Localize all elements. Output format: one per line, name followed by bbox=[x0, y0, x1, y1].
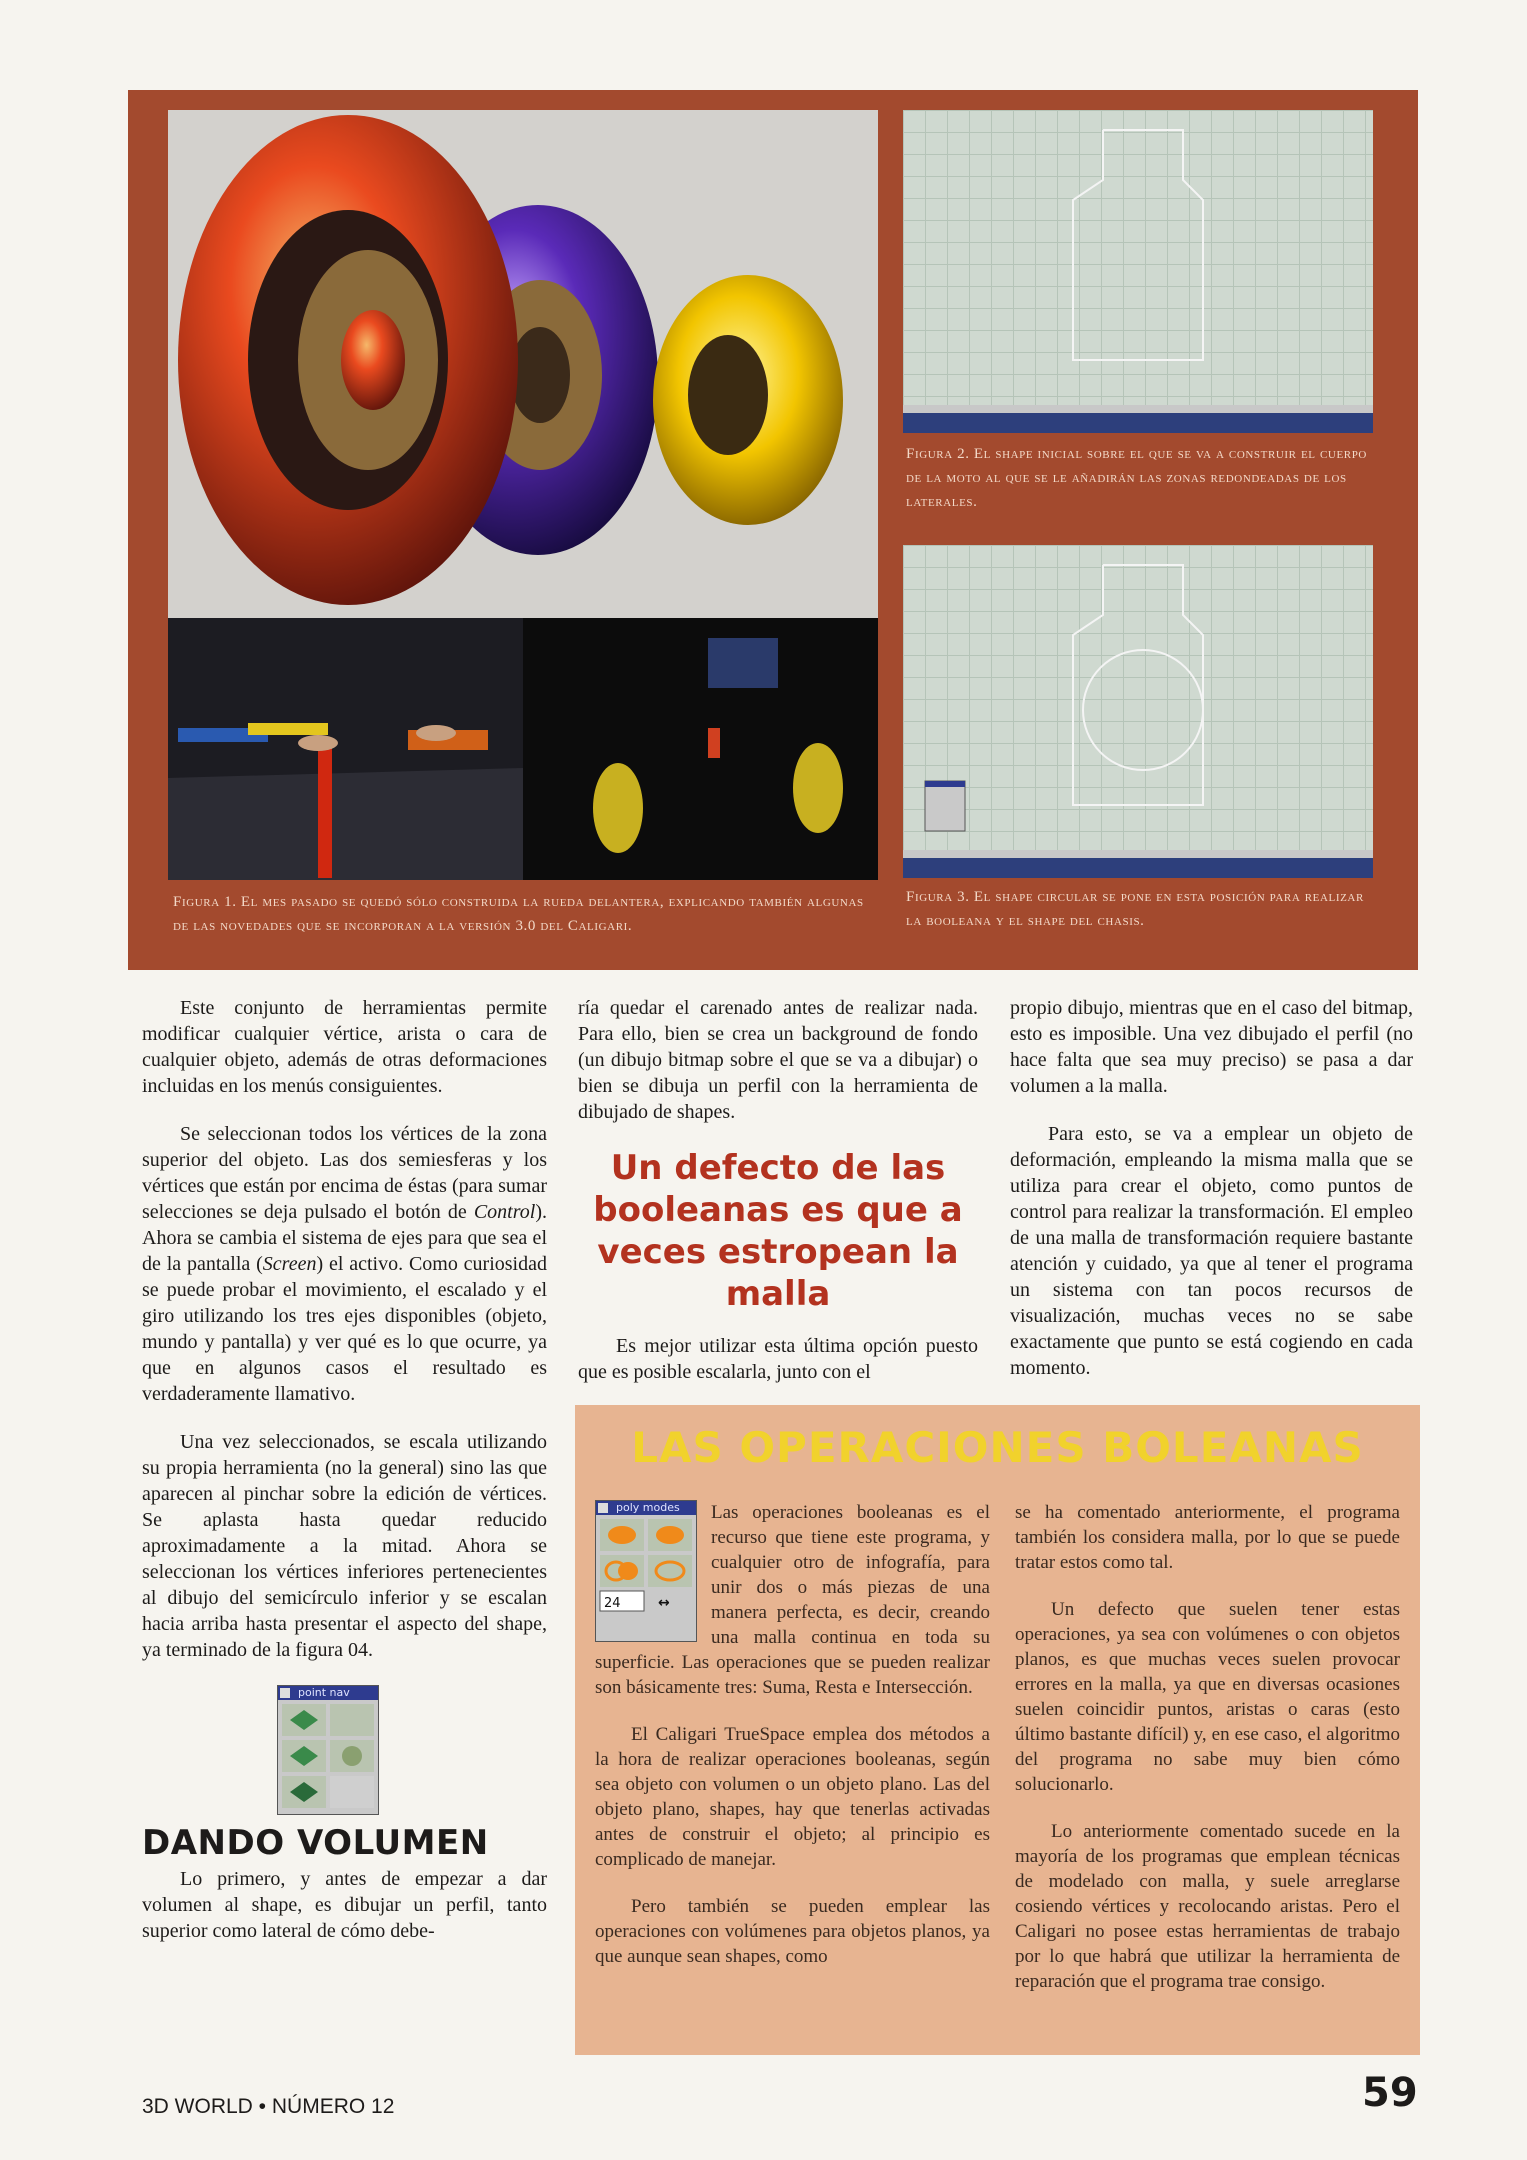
article-column-2 bbox=[578, 995, 978, 1407]
panel-titlebar bbox=[596, 1501, 696, 1515]
text-run: ) el activo. Como curiosidad se puede probar el movimiento, el escalado y el giro utilizando los tres ejes disponibles (objeto, mundo y pantalla) y ver qué es lo que ocurre, ya que en algunos casos el resultado es verdaderamente llamativo. bbox=[142, 1253, 547, 1405]
paragraph: Lo primero, y antes de empezar a dar volumen al shape, es dibujar un perfil, tanto superior como lateral de cómo debe- bbox=[142, 1868, 547, 1942]
section-title: DANDO VOLUMEN bbox=[142, 1823, 489, 1863]
application-toolbar[interactable] bbox=[903, 405, 1373, 433]
paragraph: propio dibujo, mientras que en el caso del bitmap, esto es imposible. Una vez dibujado el perfil (no hace falta que sea muy preciso) se pasa a dar volumen a la malla. bbox=[1010, 997, 1413, 1097]
close-icon[interactable] bbox=[280, 1688, 290, 1698]
shape-outline bbox=[903, 110, 1373, 433]
paragraph: se ha comentado anteriormente, el programa también los considera malla, por lo que se puede tratar estos como tal. bbox=[1015, 1502, 1400, 1573]
paragraph: Para esto, se va a emplear un objeto de deformación, empleando la misma malla que se utiliza para crear el objeto, como puntos de control para realizar la transformación. El empleo de una malla de transformación requiere bastante atención y cuidado, ya que al tener el programa un sistema con tan pocos recursos de visualización, muchas veces no se sabe exactamente que punto se está cogiendo en cada momento. bbox=[1010, 1123, 1413, 1379]
svg-text:↔: ↔ bbox=[658, 1595, 670, 1611]
figure-3-screenshot bbox=[903, 545, 1373, 878]
point-nav-panel[interactable] bbox=[277, 1685, 379, 1815]
paragraph: Es mejor utilizar esta última opción puesto que es posible escalarla, junto con el bbox=[578, 1335, 978, 1383]
text-run: ). Ahora se cambia el sistema de ejes para que sea el de la pantalla ( bbox=[142, 1201, 547, 1275]
text-run: Se seleccionan todos los vértices de la zona superior del objeto. Las dos semiesferas y los vértices que están por encima de éstas (para sumar selecciones se deja pulsado el botón de bbox=[142, 1123, 547, 1223]
emphasis: Control bbox=[473, 1201, 536, 1223]
figure-1-render bbox=[168, 110, 878, 618]
paragraph: ría quedar el carenado antes de realizar nada. Para ello, bien se crea un background de fondo (un dibujo bitmap sobre el que se va a dibujar) o bien se dibuja un perfil con la herramienta de dibujado de shapes. bbox=[578, 997, 978, 1123]
paragraph: Una vez seleccionados, se escala utilizando su propia herramienta (no la general) sino las que aparecen al pinchar sobre la edición de vértices. Se aplasta hasta quedar reducido aproximadamente a la mitad. Ahora se seleccionan los vértices inferiores pertenecientes al dibujo del semicírculo inferior y se escalan hacia arriba hasta presentar el aspecto del shape, ya terminado de la figura 04. bbox=[142, 1431, 547, 1661]
page-number: 59 bbox=[1362, 2070, 1418, 2116]
figure-2-caption: Figura 2. El shape inicial sobre el que se va a construir el cuerpo de la moto al que se le añadirán las zonas redondeadas de los laterales. bbox=[906, 446, 1367, 510]
sidebar-column-2 bbox=[1015, 1500, 1400, 2016]
paragraph: Este conjunto de herramientas permite modificar cualquier vértice, arista o cara de cualquier objeto, además de otras deformaciones incluidas en los menús consiguientes. bbox=[142, 997, 547, 1097]
application-toolbar[interactable] bbox=[903, 850, 1373, 878]
panel-title: poly modes bbox=[616, 1501, 680, 1514]
point-nav-icons[interactable] bbox=[278, 1700, 378, 1812]
tool-window-holder bbox=[142, 1685, 547, 1820]
moto-scenes-illustration bbox=[168, 618, 878, 880]
article-column-3 bbox=[1010, 995, 1413, 1403]
wheels-illustration bbox=[168, 110, 878, 618]
publication-footer: 3D WORLD • NÚMERO 12 bbox=[142, 2095, 395, 2118]
paragraph: El Caligari TrueSpace emplea dos métodos a la hora de realizar operaciones booleanas, según sea objeto con volumen o un objeto plano. Las del objeto plano, shapes, hay que tenerlas activadas antes de construir el objeto; al principio es complicado de manejar. bbox=[595, 1724, 990, 1870]
figure-1-scenes bbox=[168, 618, 878, 880]
paragraph: Un defecto que suelen tener estas operaciones, ya sea con volúmenes o con objetos planos, es que muchas veces suelen provocar errores en la malla, ya que en diversas ocasiones suelen coincidir puntos, aristas o caras (esto último bastante difícil) y, en ese caso, el algoritmo del programa no sabe muy bien cómo solucionarlo. bbox=[1015, 1599, 1400, 1795]
article-column-1 bbox=[142, 995, 547, 1966]
shape-outline bbox=[903, 545, 1373, 878]
sidebar-column-1 bbox=[595, 1500, 990, 1991]
sidebar-title: LAS OPERACIONES BOLEANAS bbox=[631, 1423, 1364, 1472]
sidebar-box bbox=[575, 1405, 1420, 2055]
pull-quote: Un defecto de las booleanas es que a veces estropean la malla bbox=[593, 1148, 963, 1314]
paragraph: Lo anteriormente comentado sucede en la mayoría de los programas que emplean técnicas de modelado con malla, y suele arreglarse cosiendo vértices y recolocando aristas. Pero el Caligari no posee estas herramientas de trabajo por lo que habrá que utilizar la herramienta de reparación que el programa trae consigo. bbox=[1015, 1821, 1400, 1992]
figure-1-caption: Figura 1. El mes pasado se quedó sólo construida la rueda delantera, explicando también algunas de las novedades que se incorporan a la versión 3.0 del Caligari. bbox=[173, 894, 864, 934]
close-icon[interactable] bbox=[598, 1503, 608, 1513]
poly-mode-icons[interactable] bbox=[596, 1515, 696, 1615]
figure-panel bbox=[128, 90, 1418, 970]
panel-title: point nav bbox=[298, 1686, 350, 1699]
paragraph bbox=[142, 1121, 547, 1407]
figure-2-screenshot bbox=[903, 110, 1373, 433]
emphasis: Screen bbox=[262, 1253, 317, 1275]
paragraph: Las operaciones booleanas es el recurso que tiene este programa, y cualquier otro de infografía, para unir dos o más piezas de una manera perfecta, es decir, creando una malla continua en toda su superficie. Las operaciones que se pueden realizar son básicamente tres: Suma, Resta e Intersección. bbox=[595, 1502, 990, 1698]
poly-modes-panel[interactable] bbox=[595, 1500, 697, 1642]
panel-titlebar bbox=[278, 1686, 378, 1700]
paragraph: Pero también se pueden emplear las operaciones con volúmenes para objetos planos, ya que aunque sean shapes, como bbox=[595, 1896, 990, 1967]
figure-3-caption: Figura 3. El shape circular se pone en esta posición para realizar la booleana y el shape del chasis. bbox=[906, 889, 1364, 929]
segments-value: 24 bbox=[604, 1596, 621, 1611]
